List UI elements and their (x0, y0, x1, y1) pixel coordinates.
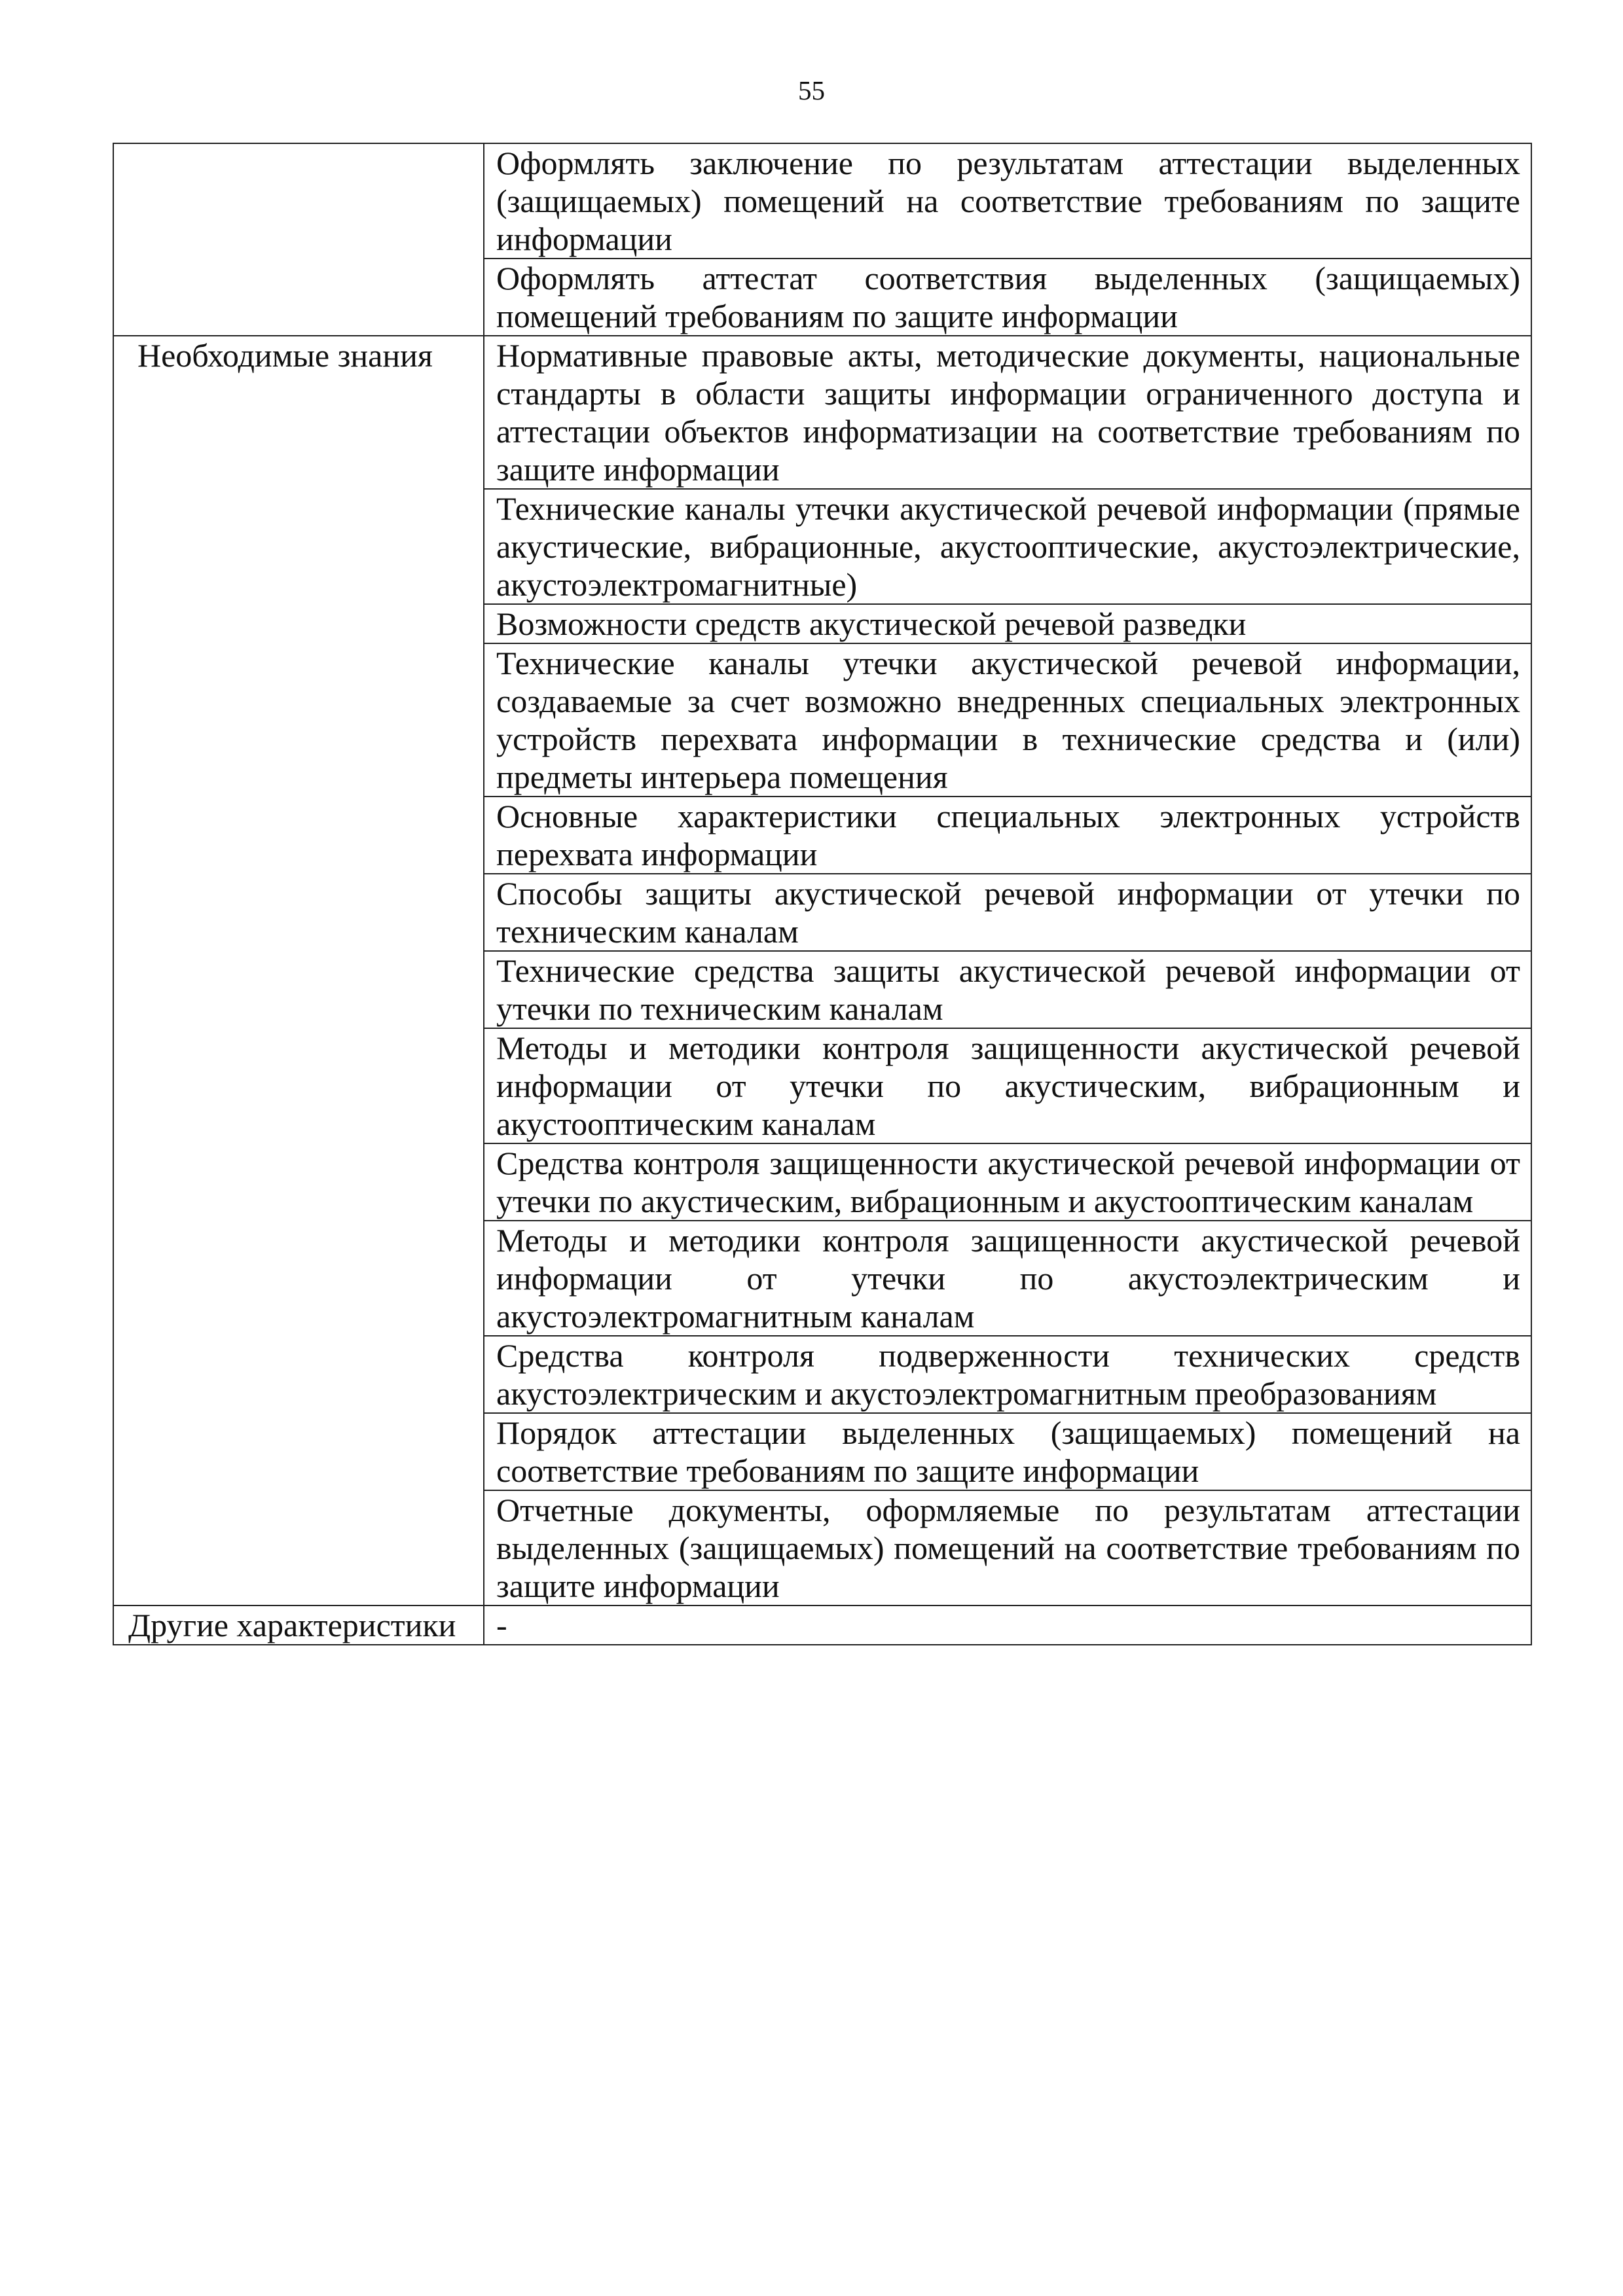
table-cell-item: Оформлять заключение по результатам аттестации выделенных (защищаемых) помещений на соответствие требованиям по защите информации (484, 143, 1531, 259)
table-cell-item: Способы защиты акустической речевой информации от утечки по техническим каналам (484, 874, 1531, 951)
table-cell-item: Средства контроля защищенности акустической речевой информации от утечки по акустическим, вибрационным и акустооптическим каналам (484, 1143, 1531, 1221)
table-cell-item: - (484, 1605, 1531, 1645)
table-cell-item: Оформлять аттестат соответствия выделенных (защищаемых) помещений требованиям по защите информации (484, 259, 1531, 336)
section-label: Необходимые знания (113, 336, 484, 1605)
table-cell-item: Отчетные документы, оформляемые по результатам аттестации выделенных (защищаемых) помещений на соответствие требованиям по защите информации (484, 1490, 1531, 1605)
table-cell-item: Технические каналы утечки акустической речевой информации, создаваемые за счет возможно внедренных специальных электронных устройств перехвата информации в технические средства и (или) предметы интерьера помещения (484, 643, 1531, 797)
section-label: Другие характеристики (113, 1605, 484, 1645)
table-cell-item: Средства контроля подверженности технических средств акустоэлектрическим и акустоэлектромагнитным преобразованиям (484, 1336, 1531, 1413)
table-cell-item: Основные характеристики специальных электронных устройств перехвата информации (484, 797, 1531, 874)
page-number: 55 (798, 75, 825, 105)
table-row (113, 336, 1531, 489)
table-body (113, 143, 1531, 1645)
table-row (113, 143, 1531, 259)
table-cell-item: Методы и методики контроля защищенности акустической речевой информации от утечки по акустоэлектрическим и акустоэлектромагнитным каналам (484, 1221, 1531, 1336)
table-cell-item: Технические средства защиты акустической речевой информации от утечки по техническим каналам (484, 951, 1531, 1028)
table-cell-item: Порядок аттестации выделенных (защищаемых) помещений на соответствие требованиям по защите информации (484, 1413, 1531, 1490)
table-cell-item: Технические каналы утечки акустической речевой информации (прямые акустические, вибрационные, акустооптические, акустоэлектрические, акустоэлектромагнитные) (484, 489, 1531, 604)
qualification-table (113, 143, 1532, 1645)
table-cell-item: Возможности средств акустической речевой разведки (484, 604, 1531, 643)
table-row (113, 1605, 1531, 1645)
section-label (113, 143, 484, 336)
table-cell-item: Методы и методики контроля защищенности акустической речевой информации от утечки по акустическим, вибрационным и акустооптическим каналам (484, 1028, 1531, 1143)
table-cell-item: Нормативные правовые акты, методические документы, национальные стандарты в области защиты информации ограниченного доступа и аттестации объектов информатизации на соответствие требованиям по защите информации (484, 336, 1531, 489)
